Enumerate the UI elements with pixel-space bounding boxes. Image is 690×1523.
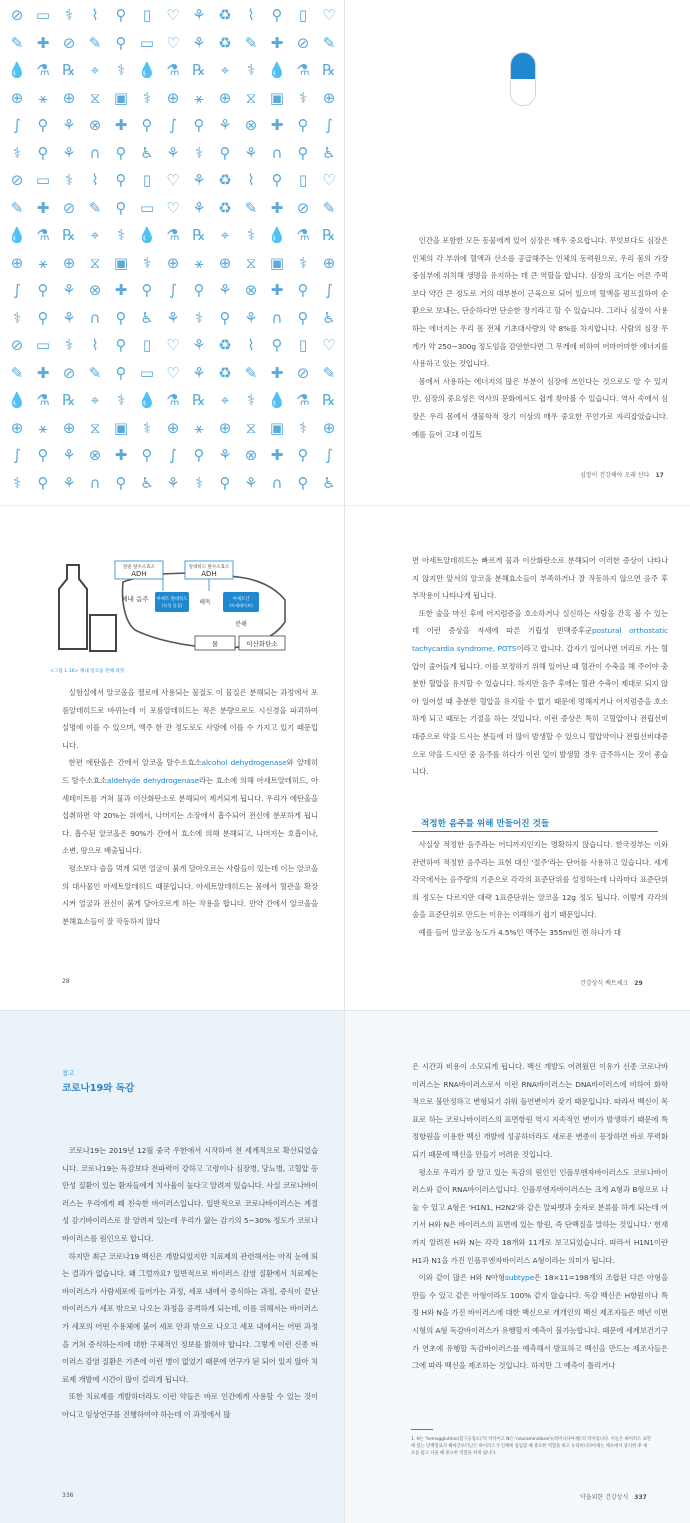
pattern-medical-icon: ✎	[244, 198, 258, 217]
pattern-medical-icon: ⊘	[62, 198, 76, 217]
pattern-medical-icon: ✚	[36, 363, 50, 382]
pattern-medical-icon: ⊘	[296, 363, 310, 382]
paragraph: 또한 치료제를 개발하더라도 이런 약들은 바로 인간에게 사용할 수 있는 것이 아니고 임상연구를 진행하여야 하는데 이 과정에서 많	[62, 1392, 318, 1419]
pattern-medical-icon: ℞	[192, 61, 206, 80]
pattern-medical-icon: ⊘	[296, 33, 310, 52]
pattern-medical-icon: ⌇	[247, 336, 255, 355]
pattern-medical-icon: ⚲	[37, 446, 49, 465]
pattern-medical-icon: ⚲	[271, 6, 283, 25]
pattern-medical-icon: ⚕	[194, 308, 204, 327]
pattern-medical-icon: ⚘	[166, 143, 180, 162]
pattern-medical-icon: ♡	[166, 171, 180, 190]
pattern-medical-icon: ⌇	[247, 6, 255, 25]
pattern-medical-icon: ♻	[218, 171, 232, 190]
pattern-medical-icon: ⚲	[297, 143, 309, 162]
pattern-medical-icon: ⌖	[220, 61, 230, 80]
pattern-medical-icon: ♡	[166, 33, 180, 52]
pattern-medical-icon: ⚕	[116, 391, 126, 410]
pattern-medical-icon: ♿	[140, 473, 154, 492]
pattern-medical-icon: ⌖	[90, 61, 100, 80]
pattern-medical-icon: ⚲	[193, 116, 205, 135]
pattern-medical-icon: 💧	[267, 226, 287, 245]
pattern-medical-icon: ✚	[36, 33, 50, 52]
pattern-medical-icon: ♡	[322, 6, 336, 25]
adh1-label-top: 알콜 탈수소효소	[123, 565, 155, 570]
page-footer	[580, 470, 664, 479]
pattern-medical-icon: ⊕	[166, 418, 180, 437]
pattern-medical-icon: ⚹	[38, 88, 48, 107]
pattern-medical-icon: ⚘	[62, 446, 76, 465]
adh2-label: ADH	[201, 570, 217, 578]
pattern-medical-icon: ⚲	[115, 363, 127, 382]
pattern-medical-icon: 💧	[267, 391, 287, 410]
decompose-label: 분해	[235, 621, 247, 628]
acetaldehyde-sub: (독성 물질)	[161, 603, 183, 608]
pattern-medical-icon: ⚗	[166, 226, 180, 245]
pattern-medical-icon: ♡	[322, 171, 336, 190]
pattern-medical-icon: ▭	[139, 33, 155, 52]
paragraph: 사실상 적정한 음주라는 어디까지인지는 명확하지 않습니다. 한국정부는 이와 관련하여 적정한 음주라는 표현 대신 '절주'라는 단어를 사용하고 있습니다. 세계 각국에서는 음주량의 기준으로 각각의 표준단위를 설정하는데 나라마다 표준단위의 정도는 다르지만 대략 1표준단위는 알코올 12g 정도 됩니다. 이렇게 각각의 술을 표준단위로 만드는 이유는 이해하기 쉽기 때문입니다.	[412, 840, 668, 920]
pattern-medical-icon: ✎	[88, 363, 102, 382]
pattern-medical-icon: ⚕	[142, 418, 152, 437]
pattern-medical-icon: ▯	[298, 6, 308, 25]
paragraph: 인간을 포함한 모든 동물에게 있어 심장은 매우 중요합니다. 무엇보다도 심장은 인체의 각 부위에 혈액과 산소를 공급해주는 인체의 동력원으로, 우리 몸의 가장 중심부에 위치해 생명을 유지하는 데 큰 역할을 합니다. 심장의 크기는 어른 주먹보다 약간 큰 정도로 거의 대부분이 근육으로 되어 있으며 혈액을 펌프질하여 순환으로 보내는, 단순하다면 단순한 장기라고 할 수 있습니다. 그러나 심장이 사용하는 에너지는 우리 몸 전체 기초대사량의 약 8%를 차지합니다. 사람의 심장 무게가 약 250~300g 정도임을 감안한다면 그 무게에 비하여 어마어마한 에너지를 사용하고 있는 것입니다.	[412, 236, 668, 369]
pattern-medical-icon: ⊗	[244, 446, 258, 465]
pattern-medical-icon: ⚲	[219, 308, 231, 327]
pattern-medical-icon: ⧖	[245, 88, 257, 107]
pattern-medical-icon: ✚	[270, 281, 284, 300]
pattern-medical-icon: 💧	[137, 391, 157, 410]
pattern-medical-icon: ⚲	[115, 171, 127, 190]
page-number: 336	[62, 1492, 74, 1499]
pattern-medical-icon: ⚕	[298, 88, 308, 107]
pattern-medical-icon: ▭	[35, 6, 51, 25]
pattern-medical-icon: ⚲	[115, 336, 127, 355]
paragraph: 면 아세트알데히드는 빠르게 물과 이산화탄소로 분해되어 이러한 증상이 나타나지 않지만 앞서의 알코올 분해효소들이 부족하거나 잘 작동하지 않으면 음주 후 부작용이 나타나게 됩니다.	[412, 556, 668, 601]
pattern-medical-icon: ⌖	[220, 226, 230, 245]
pattern-medical-icon: ∫	[325, 281, 333, 300]
pattern-medical-icon: ⚗	[166, 391, 180, 410]
pattern-medical-icon: ⊕	[218, 253, 232, 272]
pattern-medical-icon: ⚲	[297, 446, 309, 465]
pattern-medical-icon: ∫	[325, 446, 333, 465]
pattern-medical-icon: ⚘	[244, 143, 258, 162]
pattern-medical-icon: ✎	[322, 363, 336, 382]
pattern-medical-icon: 💧	[7, 61, 27, 80]
section-title: 적정한 음주를 위해 만들어진 것들	[421, 819, 550, 829]
pattern-medical-icon: 💧	[7, 391, 27, 410]
pattern-medical-icon: ⌇	[91, 336, 99, 355]
pattern-medical-icon: ⚕	[116, 226, 126, 245]
body-text-p337	[412, 1058, 668, 1375]
pattern-medical-icon: ▯	[298, 336, 308, 355]
pattern-medical-icon: ⌖	[90, 226, 100, 245]
pattern-medical-icon: ⊕	[10, 418, 24, 437]
pattern-medical-icon: ⚕	[194, 143, 204, 162]
pattern-medical-icon: ▣	[113, 253, 129, 272]
pattern-medical-icon: ⚗	[36, 226, 50, 245]
footnote-rule	[411, 1429, 433, 1430]
pattern-medical-icon: ℞	[62, 226, 76, 245]
pattern-medical-icon: ⚲	[297, 116, 309, 135]
body-text-p17	[412, 232, 668, 443]
water-label: 물	[211, 640, 219, 648]
pattern-medical-icon: ⚗	[296, 226, 310, 245]
pattern-medical-icon: ⚲	[115, 473, 127, 492]
pattern-medical-icon: ⚲	[115, 33, 127, 52]
page-number: 337	[634, 1494, 647, 1501]
pattern-medical-icon: ⚲	[115, 198, 127, 217]
pattern-medical-icon: ⚕	[246, 226, 256, 245]
pattern-medical-icon: ♡	[166, 336, 180, 355]
body-text-p29b	[412, 836, 668, 942]
pattern-medical-icon: ▯	[142, 6, 152, 25]
pattern-medical-icon: ⊕	[218, 88, 232, 107]
pattern-medical-icon: ♿	[140, 308, 154, 327]
page-divider	[0, 1010, 690, 1011]
pattern-medical-icon: ♿	[322, 143, 336, 162]
pattern-medical-icon: ✚	[270, 446, 284, 465]
pattern-medical-icon: ▣	[269, 253, 285, 272]
pattern-medical-icon: ⊕	[166, 253, 180, 272]
pattern-medical-icon: ⚲	[297, 308, 309, 327]
acetic-acid-sub: (아세테이트)	[229, 603, 253, 608]
pattern-medical-icon: ♻	[218, 336, 232, 355]
paragraph: 한편 에탄올은 간에서 알코올 탈수소효소alcohol dehydrogenase와 알데히드 탈수소효소aldehyde dehydrogenase라는 효소에 의해 아세트알데히드, 아세테이트를 거쳐 물과 이산화탄소로 분해되어 제거되게 됩니다. 우리가 에탄올을 섭취하면 약 20%는 위에서, 나머지는 소장에서 흡수되어 전신에 분포하게 됩니다. 흡수된 알코올은 90%가 간에서 효소에 의해 분해되고, 나머지는 호흡이나, 소변, 땀으로 배출됩니다.	[62, 758, 318, 856]
pattern-medical-icon: ⚹	[194, 88, 204, 107]
pattern-medical-icon: ▭	[35, 171, 51, 190]
acetic-acid-label: 아세트산	[232, 597, 250, 602]
pattern-medical-icon: ♻	[218, 198, 232, 217]
paragraph: 또한 술을 마신 후에 어지럼증을 호소하거나 실신하는 사람을 간혹 볼 수 있는데 이런 증상을 자세에 따른 기립성 빈맥증후군postural orthostatic tachycardia syndrome, POTS이라고 합니다. 갑자기 일어나면 머리로 가는 혈압이 줄어들게 됩니다. 이를 보정하기 위해 일어난 때 혈관이 수축을 해 주어야 충분한 혈압을 유지할 수 있습니다. 하지만 음주 후에는 혈관 수축이 제대로 되지 않아 일어설 때 충분한 혈압을 유지할 수 없기 때문에 멍해지거나 어지럼증을 호소하게 되고 때로는 기절을 하는 것입니다. 이런 증상은 특히 고혈압이나 전립선비대증으로 약을 드시는 분들에 더 많이 발생할 수 있으니 혈압약이나 전립선비대증으로 약을 드시던 중 음주를 하다가 이런 일이 발생할 경우 금주하시는 것이 좋습니다.	[412, 608, 668, 777]
pattern-medical-icon: ⌇	[91, 171, 99, 190]
pattern-medical-icon: ⚗	[36, 61, 50, 80]
pattern-medical-icon: ⚕	[116, 61, 126, 80]
paragraph: 평소로 우리가 잘 알고 있는 독감의 원인인 인플루엔자바이러스도 코로나바이러스와 같이 RNA바이러스입니다. 인플루엔자바이러스는 크게 A형과 B형으로 나눌 수 있고 A형은 'H1N1, H2N2'와 같은 알파벳과 숫자로 분류를 하게 되는데 여기서 H와 N은 바이러스의 표면에 있는 항원, 즉 단백질을 말하는 것입니다.' 헌재까지 알려진 H와 N는 각각 18개와 11개로 보고되었습니다. 따라서 H1N1이란 H1과 N1을 가진 인플루엔자바이러스 A형이라는 의미가 됩니다.	[412, 1167, 668, 1265]
pattern-medical-icon: ⚘	[192, 363, 206, 382]
pattern-medical-icon: 💧	[7, 226, 27, 245]
pattern-medical-icon: ⚹	[194, 418, 204, 437]
pattern-medical-icon: ⚲	[297, 281, 309, 300]
pattern-medical-icon: ∩	[271, 143, 283, 162]
footer-title: 심장이 건강해야 오래 산다	[580, 472, 650, 479]
adh1-label: ADH	[131, 570, 147, 578]
pattern-medical-icon: ⧖	[89, 253, 101, 272]
pattern-medical-icon: ⚲	[297, 473, 309, 492]
section-rule	[412, 831, 658, 832]
body-text-p336	[62, 1142, 318, 1424]
pattern-medical-icon: ⚕	[64, 6, 74, 25]
pattern-medical-icon: ⚘	[244, 473, 258, 492]
pattern-medical-icon: ♻	[218, 363, 232, 382]
pattern-medical-icon: ⚕	[12, 308, 22, 327]
pattern-medical-icon: ⚲	[219, 143, 231, 162]
pattern-medical-icon: ⚘	[192, 198, 206, 217]
pattern-medical-icon: ∩	[89, 473, 101, 492]
pattern-medical-icon: ⧖	[89, 88, 101, 107]
pattern-medical-icon: ⚕	[246, 391, 256, 410]
pattern-medical-icon: ⚲	[115, 6, 127, 25]
pattern-medical-icon: ⚲	[37, 473, 49, 492]
pattern-medical-icon: ⊗	[88, 281, 102, 300]
pattern-medical-icon: ⊕	[62, 88, 76, 107]
pattern-medical-icon: 💧	[137, 61, 157, 80]
paragraph: 이와 같이 많은 H와 N아형subtype은 18×11=198개의 조합된 다른 아형을 만들 수 있고 같은 아형이라도 100% 같지 않습니다. 독감 백신은 H항원이나 특정 H와 N을 가진 바이러스에 대한 백신으로 개개인의 백신 제조자들은 매년 이번 시형의 A형 독감바이러스가 유행할지 예측이 불가능합니다. 때문에 세계보건기구가 연초에 유행할 독감바이러스를 예측해서 발표하고 백신을 만드는 제조사들은 그에 따라 백신을 제조하는 것입니다. 하지만 그 예측이 틀리거나	[412, 1273, 668, 1371]
detox-label: 해독	[199, 599, 211, 606]
pill-capsule-icon	[510, 52, 536, 106]
pattern-medical-icon: ⚕	[246, 61, 256, 80]
pattern-medical-icon: ⊕	[10, 88, 24, 107]
pattern-medical-icon: ⚘	[218, 446, 232, 465]
pattern-medical-icon: ℞	[62, 61, 76, 80]
pattern-medical-icon: ⊗	[244, 281, 258, 300]
pattern-medical-icon: ▣	[113, 88, 129, 107]
pattern-medical-icon: ⚗	[296, 61, 310, 80]
pattern-medical-icon: ⊗	[88, 116, 102, 135]
pattern-medical-icon: ℞	[62, 391, 76, 410]
pattern-medical-icon: ✎	[322, 33, 336, 52]
pattern-medical-icon: ▣	[269, 88, 285, 107]
pattern-medical-icon: ✚	[114, 116, 128, 135]
pattern-medical-icon: ⚘	[62, 473, 76, 492]
pattern-medical-icon: ⚕	[64, 171, 74, 190]
pattern-medical-icon: ∫	[169, 281, 177, 300]
adh2-label-top: 알데히드 탈수소효소	[188, 565, 230, 570]
pattern-medical-icon: ℞	[192, 226, 206, 245]
pattern-medical-icon: ∫	[325, 116, 333, 135]
pattern-medical-icon: ⚕	[142, 88, 152, 107]
pattern-medical-icon: ▣	[269, 418, 285, 437]
pattern-medical-icon: ⌖	[90, 391, 100, 410]
page-divider	[0, 505, 690, 506]
body-text-p29	[412, 552, 668, 781]
pattern-medical-icon: ⊕	[218, 418, 232, 437]
pattern-medical-icon: ⚘	[166, 473, 180, 492]
pattern-medical-icon: ⚘	[62, 308, 76, 327]
pattern-medical-icon: ⧖	[89, 418, 101, 437]
pattern-medical-icon: ▯	[142, 336, 152, 355]
pattern-medical-icon: ⊕	[62, 253, 76, 272]
pattern-medical-icon: ✚	[270, 33, 284, 52]
pattern-medical-icon: ⚕	[12, 473, 22, 492]
pattern-medical-icon: ℞	[322, 226, 336, 245]
page-number: 28	[62, 978, 70, 985]
pattern-medical-icon: ⊕	[62, 418, 76, 437]
pattern-medical-icon: ⚹	[38, 253, 48, 272]
pattern-medical-icon: ⚲	[141, 116, 153, 135]
pattern-medical-icon: ∩	[89, 308, 101, 327]
pattern-medical-icon: ♡	[166, 363, 180, 382]
pattern-medical-icon: ⚕	[12, 143, 22, 162]
body-text-p28	[62, 684, 318, 930]
pattern-medical-icon: ♿	[322, 308, 336, 327]
pattern-medical-icon: ⚘	[62, 143, 76, 162]
pattern-medical-icon: ∫	[13, 116, 21, 135]
pattern-medical-icon: ▯	[298, 171, 308, 190]
co2-label: 이산화탄소	[246, 640, 278, 648]
paragraph: 하지만 최근 코로나19 백신은 개발되었지만 치료제의 관련해서는 아직 눈에 띄는 결과가 없습니다. 왜 그럴까요? 일반적으로 바이러스 감염 질환에서 치료제는 바이러스가 사람세포에 들어가는 과정, 세포 내에서 증식하는 과정, 증식이 끝난 바이러스가 세포 밖으로 나오는 과정을 공격하게 되는데, 이를 위해서는 바이러스가 세포의 어떤 수용체에 붙어 세포 안과 밖으로 나오고 세포 내에서는 어떤 과정을 거쳐 증식하는지에 대한 구체적인 정보를 밝혀야 합니다. 그렇게 이런 신종 바이러스 감염 질환은 기존에 이런 병이 없었기 때문에 연구가 된 되어 있지 않아 치료제 개발에 시간이 많이 걸리게 됩니다.	[62, 1251, 318, 1384]
pattern-medical-icon: ⚕	[64, 336, 74, 355]
english-term: postural orthostatic tachycardia syndrome, POTS	[412, 626, 668, 653]
pattern-medical-icon: ▣	[113, 418, 129, 437]
pattern-medical-icon: ✚	[114, 446, 128, 465]
pattern-medical-icon: ♿	[140, 143, 154, 162]
pattern-medical-icon: ♻	[218, 33, 232, 52]
pattern-medical-icon: ⚲	[37, 281, 49, 300]
figure-caption: <그림 1-16> 체내 알코올 분해 과정	[50, 669, 125, 674]
pattern-medical-icon: ⊘	[10, 336, 24, 355]
pattern-medical-icon: ✚	[270, 198, 284, 217]
pattern-medical-icon: ⊘	[296, 198, 310, 217]
english-term: alcohol dehydrogenase	[201, 758, 287, 768]
pattern-medical-icon: ⚘	[192, 33, 206, 52]
spread-divider	[344, 0, 345, 1523]
glass-icon	[90, 615, 116, 651]
pattern-medical-icon: ✎	[10, 363, 24, 382]
paragraph: 은 시간과 비용이 소모되게 됩니다. 백신 개발도 어려웠던 이유가 신종 코로나바이러스는 RNA바이러스로서 이런 RNA바이러스는 DNA바이러스에 비하여 화학적으로 불안정하고 변형되기 쉬워 돌연변이가 잦기 때문입니다. 따라서 백신이 목표로 하는 코로나바이러스의 표면항원 역시 지속적인 변이가 발생하기 때문에 특정항원을 이용한 백신 개발에 성공하더라도 새로운 변종이 등장하면 바로 무력화되기 때문에 백신을 만들기 어려운 것입니다.	[412, 1062, 668, 1159]
pattern-medical-icon: ♡	[322, 336, 336, 355]
pattern-medical-icon: ⚗	[296, 391, 310, 410]
pattern-medical-icon: ⌖	[220, 391, 230, 410]
paragraph: 예를 들어 알코올 농도가 4.5%인 맥주는 355ml인 캔 하나가 대	[418, 927, 621, 937]
pattern-medical-icon: ⚕	[194, 473, 204, 492]
pattern-medical-icon: ∫	[169, 446, 177, 465]
pattern-medical-icon: ℞	[192, 391, 206, 410]
pattern-medical-icon: ⚹	[38, 418, 48, 437]
pattern-medical-icon: ♿	[322, 473, 336, 492]
pattern-medical-icon: ✎	[88, 198, 102, 217]
pattern-medical-icon: ⚲	[37, 143, 49, 162]
paragraph: 코로나19는 2019년 12월 중국 우한에서 시작하여 전 세계적으로 확산되었습니다. 코로나19는 독감보다 전파력이 강하고 고령이나 심장병, 당뇨병, 고혈압 등 만성 질환이 있는 환자들에게 치사율이 높다고 알려져 있습니다. 사실 코로나바이러스는 우리에게 꽤 친숙한 바이러스입니다. 일반적으로 코로나바이러스는 계절성 감기바이러스로 잘 알려져 있는데 우리가 앓는 감기의 5~30% 정도가 코로나바이러스를 원인으로 합니다.	[62, 1146, 318, 1243]
pattern-medical-icon: ♡	[166, 6, 180, 25]
bottle-icon	[59, 565, 87, 649]
pattern-medical-icon: ∩	[89, 143, 101, 162]
pattern-medical-icon: ⚲	[37, 308, 49, 327]
pattern-medical-icon: ⌇	[91, 6, 99, 25]
english-term: aldehyde dehydrogenase	[107, 775, 200, 785]
pattern-medical-icon: ⊕	[322, 88, 336, 107]
pattern-medical-icon: ♻	[218, 6, 232, 25]
pattern-medical-icon: ✚	[270, 116, 284, 135]
pattern-medical-icon: ✚	[36, 198, 50, 217]
pattern-medical-icon: ✚	[114, 281, 128, 300]
pattern-medical-icon: ⚘	[192, 171, 206, 190]
pattern-medical-icon: ♡	[166, 198, 180, 217]
pattern-medical-icon: ⚲	[37, 116, 49, 135]
pattern-medical-icon: ▭	[139, 198, 155, 217]
pattern-medical-icon: ⊘	[62, 33, 76, 52]
pattern-medical-icon: ⊗	[88, 446, 102, 465]
page-number: 29	[634, 980, 643, 987]
pattern-medical-icon: ▭	[35, 336, 51, 355]
footer-title: 약을위한 건강상식	[580, 1494, 629, 1501]
pattern-medical-icon: ⊘	[62, 363, 76, 382]
pattern-medical-icon: ∫	[13, 281, 21, 300]
pattern-medical-icon: ▭	[139, 363, 155, 382]
page-icon-pattern	[0, 0, 345, 505]
paragraph: 평소보다 술을 먹게 되면 얼굴이 붉게 달아오르는 사람들이 있는데 이는 알코올의 대사물인 아세트알데히드 때문입니다. 아세트알데히드는 몸에서 혈관을 확장시켜 얼굴과 전신이 붉게 달아오르게 하는 작용을 합니다. 만약 간에서 알코올을 분해효소들이 잘 작동하지 않다	[62, 863, 318, 926]
pattern-medical-icon: ⊕	[166, 88, 180, 107]
pattern-medical-icon: ∩	[271, 473, 283, 492]
pattern-medical-icon: ⚗	[36, 391, 50, 410]
pattern-medical-icon: ⚘	[166, 308, 180, 327]
pattern-medical-icon: ✎	[10, 198, 24, 217]
note-label: 참고	[62, 1069, 75, 1077]
pattern-medical-icon: ⚲	[193, 281, 205, 300]
pattern-medical-icon: ⚲	[193, 446, 205, 465]
pattern-medical-icon: ⚲	[219, 473, 231, 492]
pattern-medical-icon: ⚕	[298, 253, 308, 272]
page-footer	[580, 1492, 647, 1501]
pattern-medical-icon: ⧖	[245, 418, 257, 437]
pattern-medical-icon: ⚘	[244, 308, 258, 327]
pattern-medical-icon: ⚲	[115, 308, 127, 327]
alcohol-metabolism-diagram	[45, 560, 345, 670]
pattern-medical-icon: ⚲	[115, 143, 127, 162]
pattern-medical-icon: ⚘	[62, 281, 76, 300]
pattern-medical-icon: ℞	[322, 391, 336, 410]
pattern-medical-icon: ⊕	[322, 253, 336, 272]
pattern-medical-icon: ⚲	[271, 336, 283, 355]
pattern-medical-icon: ⚘	[218, 116, 232, 135]
pattern-medical-icon: 💧	[137, 226, 157, 245]
pattern-medical-icon: ✎	[244, 33, 258, 52]
page-footer	[580, 978, 643, 987]
paragraph: 실험실에서 알코올을 젤로에 사용되는 물질도 이 물질은 분해되는 과정에서 포름알데히드로 바뀌는데 이 포름알데히드는 적은 분량으로도 시신경을 파괴하여 실명에 이를 수 있으며, 액주 한 잔 정도로도 사망에 이를 수 가지고 있기 때문입니다.	[62, 688, 318, 750]
pattern-medical-icon: ⊘	[10, 6, 24, 25]
pattern-medical-icon: ∩	[271, 308, 283, 327]
alcohol-label: 체내 음주	[121, 595, 149, 603]
pattern-medical-icon: ✎	[244, 363, 258, 382]
pattern-medical-icon: ℞	[322, 61, 336, 80]
pattern-medical-icon: ⚘	[62, 116, 76, 135]
english-term: subtype	[505, 1273, 535, 1283]
pattern-medical-icon: 💧	[267, 61, 287, 80]
pattern-medical-icon: ⚘	[218, 281, 232, 300]
pattern-medical-icon: ⊘	[10, 171, 24, 190]
note-title: 코로나19와 독감	[62, 1083, 135, 1094]
pattern-medical-icon: ✎	[88, 33, 102, 52]
pattern-medical-icon: ⚲	[141, 446, 153, 465]
pattern-medical-icon: ⧖	[245, 253, 257, 272]
pattern-medical-icon: ⚕	[142, 253, 152, 272]
pattern-medical-icon: ▯	[142, 171, 152, 190]
pattern-medical-icon: ∫	[169, 116, 177, 135]
pattern-medical-icon: ⚲	[141, 281, 153, 300]
pattern-medical-icon: ⌇	[247, 171, 255, 190]
footer-title: 건강상식 백트체크	[580, 980, 629, 987]
pattern-medical-icon: ⚕	[298, 418, 308, 437]
page-number: 17	[655, 472, 664, 479]
pattern-medical-icon: ⊗	[244, 116, 258, 135]
footnote: 1. H는 'hemagglutinin(혈구응집소)'의 약자이고 N은 'neuraminidase(뉴라미니다아제)'의 약자입니다. 이들은 바이러스 표면에 있는 단백질로서 헤마글루티닌은 바이러스가 인체에 침입할 때 중요한 역할을 하고 뉴라미니다아제는 세포에서 증식한 후 세포를 뚫고 나올 때 중요한 역할을 하게 됩니다.	[411, 1437, 651, 1457]
pattern-medical-icon: ✎	[322, 198, 336, 217]
pattern-medical-icon: ✎	[10, 33, 24, 52]
pattern-medical-icon: ∫	[13, 446, 21, 465]
pattern-medical-icon: ⊕	[10, 253, 24, 272]
pattern-medical-icon: ⚘	[192, 6, 206, 25]
medical-icon-pattern	[0, 0, 345, 505]
pattern-medical-icon: ⚘	[192, 336, 206, 355]
pattern-medical-icon: ⚲	[271, 171, 283, 190]
pattern-medical-icon: ✚	[270, 363, 284, 382]
pattern-medical-icon: ⊕	[322, 418, 336, 437]
paragraph: 몸에서 사용하는 에너지의 많은 부분이 심장에 쓰인다는 것으로도 알 수 있지만, 심장의 중요성은 역사의 문화에서도 쉽게 찾아볼 수 있습니다. 역사 속에서 심장은 우리 몸에서 생물학적 장기 이상의 매우 중요한 무언가로 자리잡았습니다. 예를 들어 고대 이집트	[412, 376, 668, 439]
pattern-medical-icon: ⚗	[166, 61, 180, 80]
acetaldehyde-label: 아세트 알데히드	[156, 597, 188, 602]
pattern-medical-icon: ⚹	[194, 253, 204, 272]
